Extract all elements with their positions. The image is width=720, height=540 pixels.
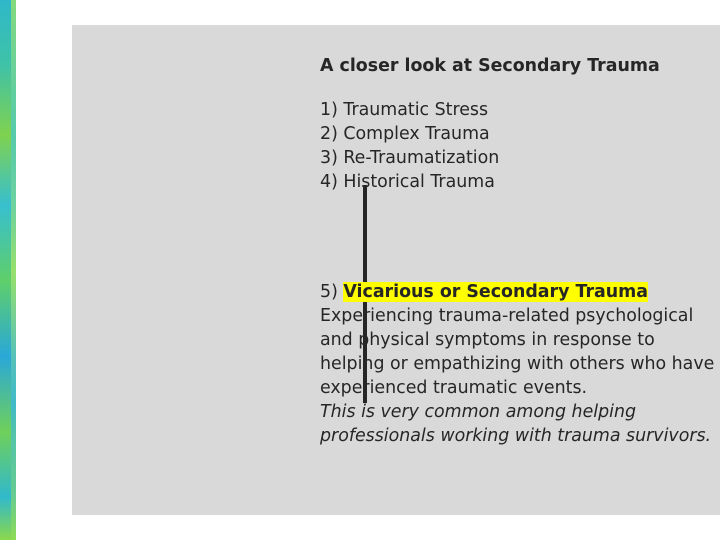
slide-title: A closer look at Secondary Trauma — [320, 56, 660, 76]
item5-description: Experiencing trauma-related psychological and physical symptoms in response to helping or empathizing with others who have experienced traumatic events. — [320, 306, 715, 398]
secondary-trauma-item — [320, 280, 716, 448]
list-item: 4) Historical Trauma — [320, 172, 495, 192]
list-item: 1) Traumatic Stress — [320, 100, 489, 120]
decorative-side-stripe — [0, 0, 16, 540]
trauma-types-list — [320, 98, 716, 194]
highlighted-term: Vicarious or Secondary Trauma — [343, 282, 649, 302]
item5-prefix: 5) — [320, 282, 344, 302]
list-item: 2) Complex Trauma — [320, 124, 490, 144]
slide-content — [320, 54, 716, 448]
item5-note: This is very common among helping professionals working with trauma survivors. — [320, 402, 712, 446]
list-item: 3) Re-Traumatization — [320, 148, 500, 168]
